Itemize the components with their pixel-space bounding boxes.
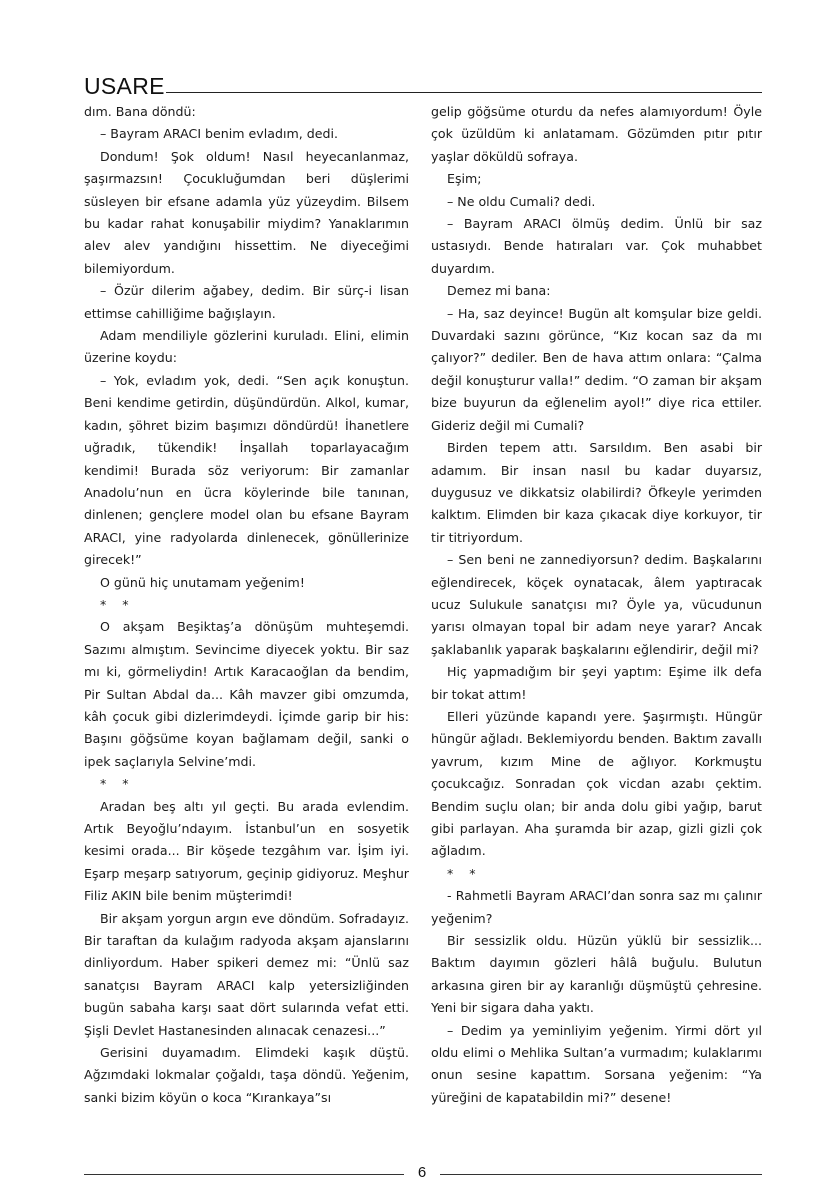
paragraph: - Rahmetli Bayram ARACI’dan sonra saz mı çalınır yeğenim? bbox=[431, 888, 762, 926]
section-separator: * * bbox=[100, 596, 135, 612]
paragraph: – Bayram ARACI benim evladım, dedi. bbox=[100, 126, 338, 142]
paragraph: – Sen beni ne zannediyorsun? dedim. Başkalarını eğlendirecek, köçek oynatacak, âlem yaptıracak ucuz Sulukule sanatçısı mı? Öyle ya, vücudunun yarısı olmayan topal bir adam neye yarar? Ancak şaklabanlık yaparak başkalarını eğlendirir, değil mi? bbox=[431, 552, 762, 657]
section-separator: * * bbox=[447, 865, 482, 881]
paragraph: – Bayram ARACI ölmüş dedim. Ünlü bir saz ustasıydı. Bende hatıraları var. Çok muhabbet duyardım. bbox=[431, 216, 762, 276]
paragraph: Adam mendiliyle gözlerini kuruladı. Elini, elimin üzerine koydu: bbox=[84, 328, 409, 366]
paragraph: Bir sessizlik oldu. Hüzün yüklü bir sessizlik... Baktım dayımın gözleri hâlâ buğulu. Bulutun arkasına giren bir ay karanlığı düşmüştü çehresine. Yeni bir sigara daha yaktı. bbox=[431, 933, 762, 1016]
paragraph: Demez mi bana: bbox=[447, 283, 551, 299]
paragraph: Eşim; bbox=[447, 171, 482, 187]
paragraph: – Ne oldu Cumali? dedi. bbox=[447, 193, 596, 209]
paragraph: Dondum! Şok oldum! Nasıl heyecanlanmaz, şaşırmazsın! Çocukluğumdan beri düşlerimi süsleyen bir efsane adamla yüz yüzeydim. Bilsem bu kadar rahat konuşabilir miydim? Yanaklarımın alev alev yandığını hissettim. Ne diyeceğimi bilemiyordum. bbox=[84, 148, 409, 276]
footer-rule-left bbox=[84, 1174, 404, 1175]
paragraph: – Yok, evladım yok, dedi. “Sen açık konuştun. Beni kendime getirdin, düşündürdün. Alkol, kumar, kadın, şöhret bizim başımızı döndürdü! İhanetlere uğradık, tükendik! İnşallah toparlayacağım kendimi! Burada söz veriyorum: Bir zamanlar Anadolu’nun en ücra köylerinde bile tanınan, dinlenen; gençlere model olan bu efsane Bayram ARACI, yine radyolarda dinlenecek, gönüllerinize girecek!” bbox=[84, 372, 409, 568]
paragraph: O akşam Beşiktaş’a dönüşüm muhteşemdi. Sazımı almıştım. Sevincime diyecek yoktu. Bir saz mı ki, görmeliydin! Artık Karacaoğlan da bendim, Pir Sultan Abdal da... Kâh mavzer gibi omzumda, kâh çocuk gibi dizlerimdeydi. İçimde garip bir his: Başını göğsüme koyan bağlamam değil, sanki o ipek saçlarıyla Selvine’mdi. bbox=[84, 619, 409, 769]
left-column bbox=[84, 101, 409, 1109]
paragraph: Elleri yüzünde kapandı yere. Şaşırmıştı. Hüngür hüngür ağladı. Beklemiyordu benden. Baktım zavallı yavrum, kızım Mine de ağlıyor. Korkmuştu çocukcağız. Sonradan çok vicdan azabı çektim. Bendim suçlu olan; bir anda dolu gibi yağıp, barut gibi parlayan. Aha şuramda bir azap, gizli gizli çok ağladım. bbox=[431, 708, 762, 859]
paragraph: dım. Bana döndü: bbox=[84, 104, 196, 119]
footer-rule-right bbox=[440, 1174, 762, 1175]
header-rule bbox=[166, 92, 762, 93]
paragraph: – Ha, saz deyince! Bugün alt komşular bize geldi. Duvardaki sazını görünce, “Kız kocan saz da mı çalıyor?” dediler. Ben de hava attım onlara: “Çalma değil konuşturur valla!” dedim. “O zaman bir akşam bize buyurun da eğlenelim ayol!” diye rica ettiler. Gideriz değil mi Cumali? bbox=[431, 305, 762, 433]
paragraph: Bir akşam yorgun argın eve döndüm. Sofradayız. Bir taraftan da kulağım radyoda akşam ajanslarını dinliyordum. Haber spikeri demez mi: “Ünlü saz sanatçısı Bayram ARACI kalp yetersizliğinden bugün sabaha karşı saat dört sularında vefat etti. Şişli Devlet Hastanesinden alınacak cenazesi...” bbox=[84, 910, 409, 1038]
paragraph: Birden tepem attı. Sarsıldım. Ben asabi bir adamım. Bir insan nasıl bu kadar duyarsız, duygusuz ve dikkatsiz olabilirdi? Öfkeyle yerimden kalktım. Elimden bir kaza çıkacak diye korkuyor, tir tir titriyordum. bbox=[431, 440, 762, 545]
page-number: 6 bbox=[417, 1164, 427, 1181]
paragraph: gelip göğsüme oturdu da nefes alamıyordum! Öyle çok üzüldüm ki anlatamam. Gözümden pıtır pıtır yaşlar döküldü sofraya. bbox=[431, 104, 762, 164]
paragraph: Aradan beş altı yıl geçti. Bu arada evlendim. Artık Beyoğlu’ndayım. İstanbul’un en sosyetik kesimi orada... Bir köşede tezgâhım var. İşim iyi. Eşarp meşarp satıyorum, geçinip gidiyoruz. Meşhur Filiz AKIN bile benim müşterimdi! bbox=[84, 798, 409, 904]
paragraph: – Özür dilerim ağabey, dedim. Bir sürç-i lisan ettimse cahilliğime bağışlayın. bbox=[84, 283, 409, 321]
paragraph: Gerisini duyamadım. Elimdeki kaşık düştü. Ağzımdaki lokmalar çoğaldı, taşa döndü. Yeğenim, sanki bizim köyün o koca “Kırankaya”sı bbox=[84, 1045, 409, 1105]
paragraph: Hiç yapmadığım bir şeyi yaptım: Eşime ilk defa bir tokat attım! bbox=[431, 664, 762, 702]
magazine-title: USARE bbox=[84, 73, 165, 99]
page-header bbox=[84, 72, 762, 102]
page-footer bbox=[84, 1163, 762, 1183]
paragraph: O günü hiç unutamam yeğenim! bbox=[100, 574, 305, 590]
right-column bbox=[431, 101, 762, 1109]
section-separator: * * bbox=[100, 776, 135, 792]
paragraph: – Dedim ya yeminliyim yeğenim. Yirmi dört yıl oldu elimi o Mehlika Sultan’a vurmadım; kulaklarımı onun sesine kapattım. Sorsana yeğenim: “Ya yüreğini de kapatabildin mi?” desene! bbox=[431, 1022, 762, 1105]
